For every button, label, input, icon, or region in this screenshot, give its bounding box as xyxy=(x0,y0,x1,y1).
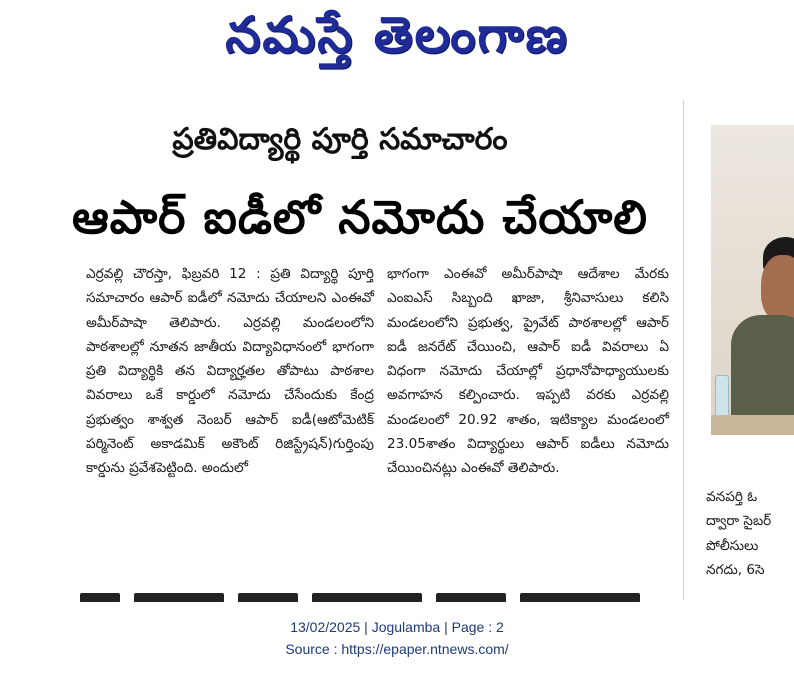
next-headline-cutoff xyxy=(80,588,670,602)
newspaper-logo: నమస్తే తెలంగాణ xyxy=(225,6,569,64)
article-column-2 xyxy=(387,262,669,481)
column-divider xyxy=(683,100,684,600)
article-column-1 xyxy=(86,262,374,481)
footer-dateline: 13/02/2025 | Jogulamba | Page : 2 xyxy=(290,619,504,635)
column-1-text: ఎర్రవల్లి చౌరస్తా, ఫిబ్రవరి 12 : ప్రతి విద్యార్థి పూర్తి సమాచారం ఆపార్ ఐడీలో నమోదు చేయాలని ఎంఈవో అమీర్‌పాషా తెలిపారు. ఎర్రవల్లి మండలంలోని పాఠశాలల్లో నూతన జాతీయ విద్యావిధానంలో భాగంగా ప్రతి విద్యార్థికి తన విద్యార్హతల తోపాటు పాఠశాల వివరాలు ఒకే కార్డులో నమోదు చేసేందుకు కేంద్ర ప్రభుత్వం శాశ్వత నెంబర్ ఆపార్ ఐడీ(ఆటోమెటిక్ పర్మినెంట్ అకాడమిక్ అకౌంట్ రిజిస్ట్రేషన్)గుర్తింపు కార్డును ప్రవేశపెట్టింది. అందులో xyxy=(86,266,374,477)
side-story-text xyxy=(706,485,794,582)
side-line: పోలీసులు xyxy=(706,537,759,554)
side-line: నగదు, 6సె xyxy=(706,561,765,578)
side-line: వనపర్తి ఓ xyxy=(706,489,758,505)
column-2-text: భాగంగా ఎంఈవో అమీర్‌పాషా ఆదేశాల మేరకు ఎంఐఎస్ సిబ్బంది ఖాజా, శ్రీనివాసులు కలిసి మండలంలోని ప్రభుత్వ, ప్రైవేట్ పాఠశాలల్లో ఆపార్ ఐడీ జనరేట్ చేయించి, ఆపార్ ఐడీ వివరాలు ఏ విధంగా నమోదు చేయాల్లో ప్రధానోపాధ్యాయులకు అవగాహన కల్పించారు. ఇప్పటి వరకు ఎర్రవల్లి మండలంలో 20.92 శాతం, ఇటిక్యాల మండలంలో 23.05శాతం విద్యార్థులు ఆపార్ ఐడీలు నమోదు చేయించినట్లు ఎంఈవో తెలిపారు. xyxy=(387,266,669,477)
side-line: ద్వారా సైబర్ xyxy=(706,513,772,530)
news-photo xyxy=(711,125,794,435)
page-footer xyxy=(0,616,794,660)
article-kicker: ప్రతివిద్యార్థి పూర్తి సమాచారం xyxy=(172,122,508,157)
masthead xyxy=(0,0,794,78)
article-headline: ఆపార్ ఐడీలో నమోదు చేయాలి xyxy=(72,190,648,244)
footer-source: Source : https://epaper.ntnews.com/ xyxy=(285,641,509,657)
